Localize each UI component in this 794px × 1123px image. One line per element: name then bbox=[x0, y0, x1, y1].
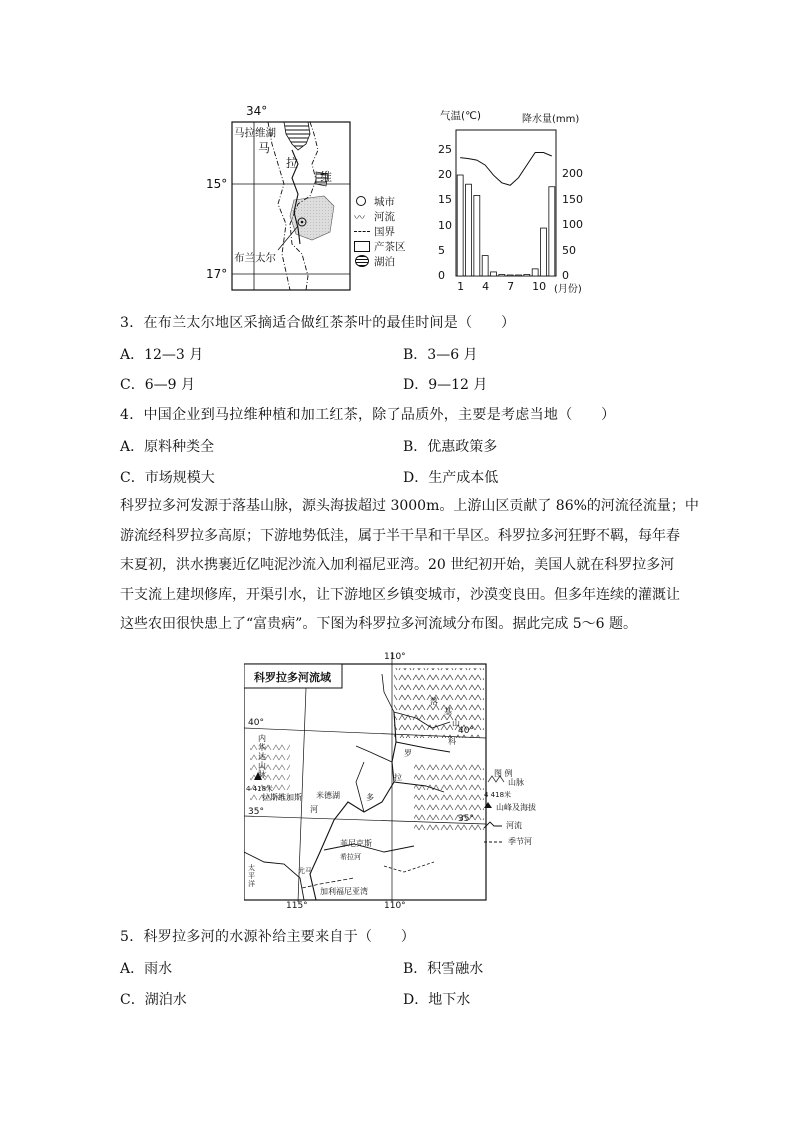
legend-lake: 湖泊 bbox=[374, 256, 395, 268]
range-label-left: 内 华 达 山 脉 bbox=[258, 734, 266, 779]
q4-option-c[interactable]: C．市场规模大 bbox=[120, 470, 215, 486]
lon-110-bottom: 110° bbox=[384, 901, 406, 911]
lat-17-label: 17° bbox=[206, 267, 228, 281]
pacific-label: 太 平 洋 bbox=[248, 864, 255, 888]
legend-border: 国界 bbox=[374, 226, 395, 238]
passage-line: 这些农田很快患上了“富贵病”。下图为科罗拉多河流域分布图。据此完成 5～6 题。 bbox=[120, 616, 638, 632]
river-icon: 〰 bbox=[354, 211, 365, 224]
yuma-label: 尤马 bbox=[298, 867, 312, 875]
colorado-map bbox=[244, 652, 564, 914]
gulf-label: 加利福尼亚湾 bbox=[320, 887, 368, 896]
country-char-2: 拉 bbox=[286, 156, 299, 170]
q4-stem: 4．中国企业到马拉维种植和加工红茶，除了品质外，主要是考虑当地（ ） bbox=[120, 407, 616, 423]
precip-tick-label: 50 bbox=[562, 243, 576, 257]
q4-option-b[interactable]: B．优惠政策多 bbox=[403, 439, 498, 455]
lat-15-label: 15° bbox=[206, 177, 228, 191]
country-char-3: 维 bbox=[320, 170, 333, 184]
precip-bar-2 bbox=[466, 184, 472, 276]
precip-bar-5 bbox=[491, 272, 497, 276]
passage-line: 科罗拉多河发源于落基山脉，源头海拔超过 3000m。上游山区贡献了 86%的河流径流量；中 bbox=[120, 498, 699, 514]
precip-bar-4 bbox=[482, 256, 488, 276]
passage-line: 游流经科罗拉多高原；下游地势低洼，属于半干旱和干旱区。科罗拉多河狂野不羁，每年春 bbox=[120, 527, 680, 544]
phoenix-label: 菲尼克斯 bbox=[340, 839, 372, 848]
legend-tea: 产茶区 bbox=[374, 241, 406, 253]
river-char: 河 bbox=[310, 805, 318, 814]
q3-option-a[interactable]: A．12—3 月 bbox=[120, 347, 204, 363]
temp-tick-label: 15 bbox=[438, 193, 452, 207]
lat-40-right: 40° bbox=[458, 726, 474, 736]
colorado-char-2: 罗 bbox=[404, 749, 412, 758]
q3-option-b[interactable]: B．3—6 月 bbox=[403, 347, 478, 363]
temp-tick-label: 10 bbox=[438, 218, 452, 232]
precip-tick-label: 200 bbox=[562, 167, 583, 180]
precip-bar-11 bbox=[541, 228, 547, 276]
las-vegas-label: 拉斯维加斯 bbox=[262, 793, 302, 802]
malawi-map bbox=[206, 104, 418, 294]
country-char-1: 马 bbox=[258, 141, 271, 155]
month-unit-label: (月份) bbox=[554, 284, 582, 295]
temperature-line bbox=[460, 153, 552, 186]
temp-tick-label: 20 bbox=[438, 168, 452, 182]
temp-tick-label: 0 bbox=[438, 269, 445, 282]
lake-label: 马拉维湖 bbox=[234, 127, 276, 139]
month-tick-label: 1 bbox=[457, 280, 465, 293]
tea-area-icon bbox=[354, 241, 370, 252]
precip-bar-12 bbox=[549, 187, 555, 276]
lat-40-left: 40° bbox=[248, 718, 264, 728]
q4-option-a[interactable]: A．原料种类全 bbox=[120, 439, 215, 455]
map1-legend bbox=[354, 194, 424, 269]
map2-legend-title: 图 例 bbox=[494, 769, 513, 778]
precip-bar-1 bbox=[457, 175, 463, 276]
border-icon bbox=[354, 231, 370, 232]
lat-35-right: 35° bbox=[458, 814, 474, 824]
q4-option-d[interactable]: D．生产成本低 bbox=[403, 470, 499, 486]
month-tick-label: 7 bbox=[507, 280, 515, 293]
colorado-char-3: 拉 bbox=[394, 773, 402, 782]
precip-bar-10 bbox=[532, 269, 538, 276]
q3-option-d[interactable]: D．9—12 月 bbox=[403, 377, 488, 393]
precip-axis-title: 降水量(mm) bbox=[522, 114, 580, 125]
precip-bar-3 bbox=[474, 195, 480, 276]
legend-seasonal-river: 季节河 bbox=[508, 837, 532, 846]
month-tick-label: 4 bbox=[482, 280, 490, 293]
rocky-char-2: 基 bbox=[444, 707, 452, 716]
passage-line: 末夏初，洪水携裹近亿吨泥沙流入加利福尼亚湾。20 世纪初开始，美国人就在科罗拉多河 bbox=[120, 557, 675, 573]
map2-title: 科罗拉多河流域 bbox=[254, 671, 331, 684]
lon-115: 115° bbox=[286, 901, 308, 911]
legend-river: 河流 bbox=[506, 821, 522, 830]
precip-bar-9 bbox=[524, 274, 530, 276]
lat-35-left: 35° bbox=[248, 807, 264, 817]
lake-mead-label: 米德湖 bbox=[316, 791, 340, 800]
precip-tick-label: 100 bbox=[562, 218, 583, 231]
precip-tick-label: 0 bbox=[562, 269, 569, 282]
legend-mountain: 山脉 bbox=[508, 778, 524, 787]
q5-option-a[interactable]: A．雨水 bbox=[120, 961, 173, 977]
temp-axis-title: 气温(℃) bbox=[440, 110, 481, 122]
precip-tick-label: 150 bbox=[562, 192, 583, 206]
passage bbox=[120, 492, 699, 640]
city-label: 布兰太尔 bbox=[234, 252, 276, 264]
q5-option-d[interactable]: D．地下水 bbox=[403, 992, 471, 1008]
legend-river: 河流 bbox=[374, 211, 395, 223]
month-tick-label: 10 bbox=[532, 280, 547, 293]
city-icon bbox=[356, 196, 366, 206]
precip-bar-7 bbox=[507, 275, 513, 276]
q5-option-b[interactable]: B．积雪融水 bbox=[403, 961, 484, 977]
rocky-char-3: 山 bbox=[452, 719, 460, 728]
gila-label: 希拉河 bbox=[340, 853, 361, 861]
q3-stem: 3．在布兰太尔地区采摘适合做红茶茶叶的最佳时间是（ ） bbox=[120, 315, 516, 331]
q3-option-c[interactable]: C．6—9 月 bbox=[120, 377, 195, 393]
q5-option-c[interactable]: C．湖泊水 bbox=[120, 992, 187, 1008]
colorado-char-4: 多 bbox=[366, 793, 374, 802]
temp-tick-label: 5 bbox=[438, 243, 445, 257]
temp-tick-label: 25 bbox=[438, 143, 452, 156]
lake-icon bbox=[355, 255, 369, 267]
legend-peak-value: 4 418米 bbox=[484, 791, 512, 799]
rocky-char-1: 落 bbox=[430, 697, 438, 706]
precip-bar-8 bbox=[516, 275, 522, 276]
meridian-34-label: 34° bbox=[246, 104, 268, 118]
legend-city: 城市 bbox=[374, 196, 395, 208]
colorado-char-1: 科 bbox=[448, 737, 456, 746]
climate-chart bbox=[430, 104, 590, 298]
peak-elevation: 4 418米 bbox=[246, 785, 274, 793]
legend-peak: 山峰及海拔 bbox=[496, 803, 536, 812]
precip-bar-6 bbox=[499, 274, 505, 276]
passage-line: 干支流上建坝修库，开渠引水，让下游地区乡镇变城市，沙漠变良田。但多年连续的灌溉让 bbox=[120, 586, 680, 603]
q5-stem: 5．科罗拉多河的水源补给主要来自于（ ） bbox=[120, 929, 416, 945]
lon-110-top: 110° bbox=[384, 652, 406, 662]
